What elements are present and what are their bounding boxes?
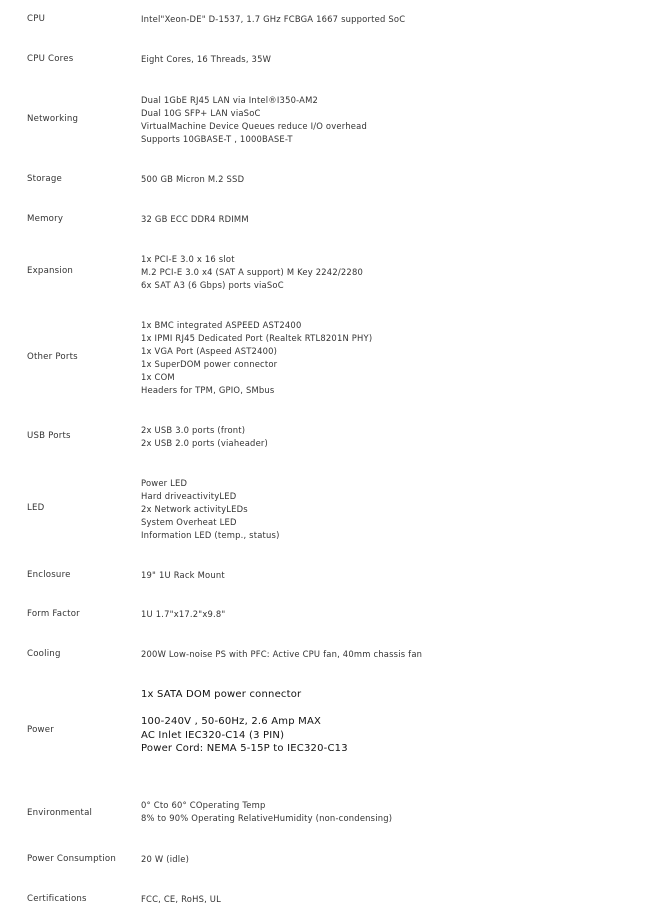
spec-value-line: 1x VGA Port (Aspeed AST2400) (141, 346, 278, 356)
spec-label: CPU (27, 14, 46, 24)
spec-value-line: Power Cord: NEMA 5-15P to IEC320-C13 (141, 743, 348, 754)
spec-value-line: 2x USB 2.0 ports (viaheader) (141, 438, 269, 448)
spec-value-line: AC Inlet IEC320-C14 (3 PIN) (141, 729, 285, 741)
spec-label: Power Consumption (27, 854, 117, 864)
spec-value (141, 688, 348, 756)
spec-value-line: 1x SATA DOM power connector (141, 689, 302, 700)
spec-label: LED (27, 503, 45, 513)
spec-value-line: Dual 10G SFP+ LAN viaSoC (141, 108, 261, 118)
spec-value-line: Eight Cores, 16 Threads, 35W (141, 54, 272, 64)
spec-value-line: VirtualMachine Device Queues reduce I/O overhead (141, 121, 367, 131)
spec-label: Storage (27, 174, 63, 184)
spec-value-line: 6x SAT A3 (6 Gbps) ports viaSoC (141, 280, 284, 290)
spec-value-line: Supports 10GBASE-T , 1000BASE-T (141, 134, 293, 144)
spec-label: Certifications (27, 894, 87, 904)
spec-value-line: 2x Network activityLEDs (141, 504, 248, 514)
spec-label: Environmental (27, 808, 93, 818)
spec-label: Form Factor (27, 609, 80, 619)
spec-label: Networking (27, 114, 79, 124)
spec-label: Expansion (27, 266, 74, 276)
spec-label: Power (27, 725, 54, 735)
spec-value-line: Power LED (141, 478, 188, 488)
spec-value-line: 32 GB ECC DDR4 RDIMM (141, 214, 249, 224)
spec-label: CPU Cores (27, 54, 74, 64)
spec-value (141, 13, 405, 26)
spec-value-line: 1x PCI-E 3.0 x 16 slot (141, 254, 235, 264)
spec-value-line: System Overheat LED (141, 517, 237, 527)
spec-label: Memory (27, 214, 64, 224)
spec-label: Enclosure (27, 570, 71, 580)
spec-value-line: 20 W (idle) (141, 854, 190, 864)
spec-value-line: 1x COM (141, 372, 175, 382)
spec-value-line: M.2 PCI-E 3.0 x4 (SAT A support) M Key 2242/2280 (141, 267, 364, 277)
spec-value-line: Headers for TPM, GPIO, SMbus (141, 385, 275, 395)
spec-value (141, 53, 271, 66)
spec-label: Cooling (27, 649, 61, 659)
spec-value-line: 100-240V , 50-60Hz, 2.6 Amp MAX (141, 716, 322, 727)
spec-value (141, 173, 244, 186)
spec-value (141, 608, 225, 621)
spec-value-line: 0° Cto 60° COperating Temp (141, 800, 266, 810)
spec-value (141, 253, 363, 292)
spec-value (141, 424, 268, 450)
spec-value-line: 8% to 90% Operating RelativeHumidity (non-condensing) (141, 813, 393, 823)
spec-value (141, 799, 392, 825)
spec-value-line: Intel"Xeon-DE" D-1537, 1.7 GHz FCBGA 1667 supported SoC (141, 14, 406, 24)
spec-value-line: 500 GB Micron M.2 SSD (141, 174, 245, 184)
spec-value-line: 2x USB 3.0 ports (front) (141, 425, 246, 435)
spec-value (141, 94, 367, 146)
spec-value-line: 1x IPMI RJ45 Dedicated Port (Realtek RTL8201N PHY) (141, 333, 373, 343)
spec-value-line: Hard driveactivityLED (141, 491, 237, 501)
spec-value-line: Dual 1GbE RJ45 LAN via Intel®I350-AM2 (141, 95, 319, 105)
spec-value-line: Information LED (temp., status) (141, 530, 280, 540)
spec-value-line: 1U 1.7"x17.2"x9.8" (141, 609, 226, 619)
spec-value-line: FCC, CE, RoHS, UL (141, 894, 222, 904)
spec-value-line: 1x BMC integrated ASPEED AST2400 (141, 320, 302, 330)
spec-value-line: 19" 1U Rack Mount (141, 570, 225, 580)
spec-value-line: 1x SuperDOM power connector (141, 359, 278, 369)
spec-value (141, 319, 372, 397)
spec-value (141, 477, 280, 542)
spec-label: Other Ports (27, 352, 78, 362)
spec-value (141, 569, 225, 582)
spec-value (141, 213, 249, 226)
spec-label: USB Ports (27, 431, 71, 441)
spec-value-line: 200W Low-noise PS with PFC: Active CPU fan, 40mm chassis fan (141, 649, 423, 659)
spec-value (141, 648, 422, 661)
spec-value (141, 893, 221, 906)
spec-value-line (141, 702, 348, 716)
spec-value (141, 853, 189, 866)
